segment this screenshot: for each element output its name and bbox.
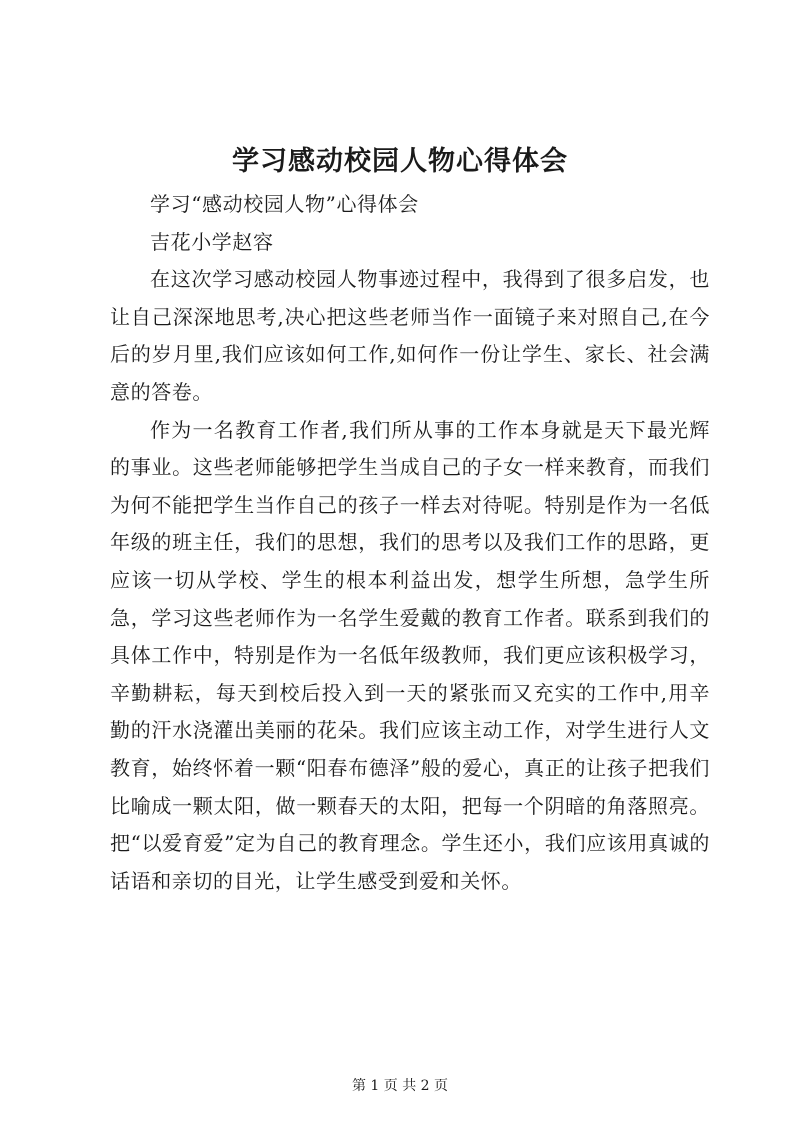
body-paragraph: 作为一名教育工作者,我们所从事的工作本身就是天下最光辉的事业。这些老师能够把学生当成自己的子女一样来教育，而我们为何不能把学生当作自己的孩子一样去对待呢。特别是作为一名低年级的班主任，我们的思想，我们的思考以及我们工作的思路，更应该一切从学校、学生的根本利益出发，想学生所想，急学生所急，学习这些老师作为一名学生爱戴的教育工作者。联系到我们的具体工作中，特别是作为一名低年级教师，我们更应该积极学习，辛勤耕耘，每天到校后投入到一天的紧张而又充实的工作中,用辛勤的汗水浇灌出美丽的花朵。我们应该主动工作，对学生进行人文教育，始终怀着一颗“阳春布德泽”般的爱心，真正的让孩子把我们比喻成一颗太阳，做一颗春天的太阳，把每一个阴暗的角落照亮。把“以爱育爱”定为自己的教育理念。学生还小，我们应该用真诚的话语和亲切的目光，让学生感受到爱和关怀。 xyxy=(110,417,710,893)
body-paragraph: 在这次学习感动校园人物事迹过程中，我得到了很多启发，也让自己深深地思考,决心把这些老师当作一面镜子来对照自己,在今后的岁月里,我们应该如何工作,如何作一份让学生、家长、社会满意的答卷。 xyxy=(110,267,710,404)
document-title: 学习感动校园人物心得体会 xyxy=(232,146,568,177)
author-paragraph: 吉花小学赵容 xyxy=(150,229,274,254)
subtitle-paragraph: 学习“感动校园人物”心得体会 xyxy=(150,192,419,216)
document-body xyxy=(110,186,710,900)
page-footer: 第 1 页 共 2 页 xyxy=(351,1078,449,1094)
